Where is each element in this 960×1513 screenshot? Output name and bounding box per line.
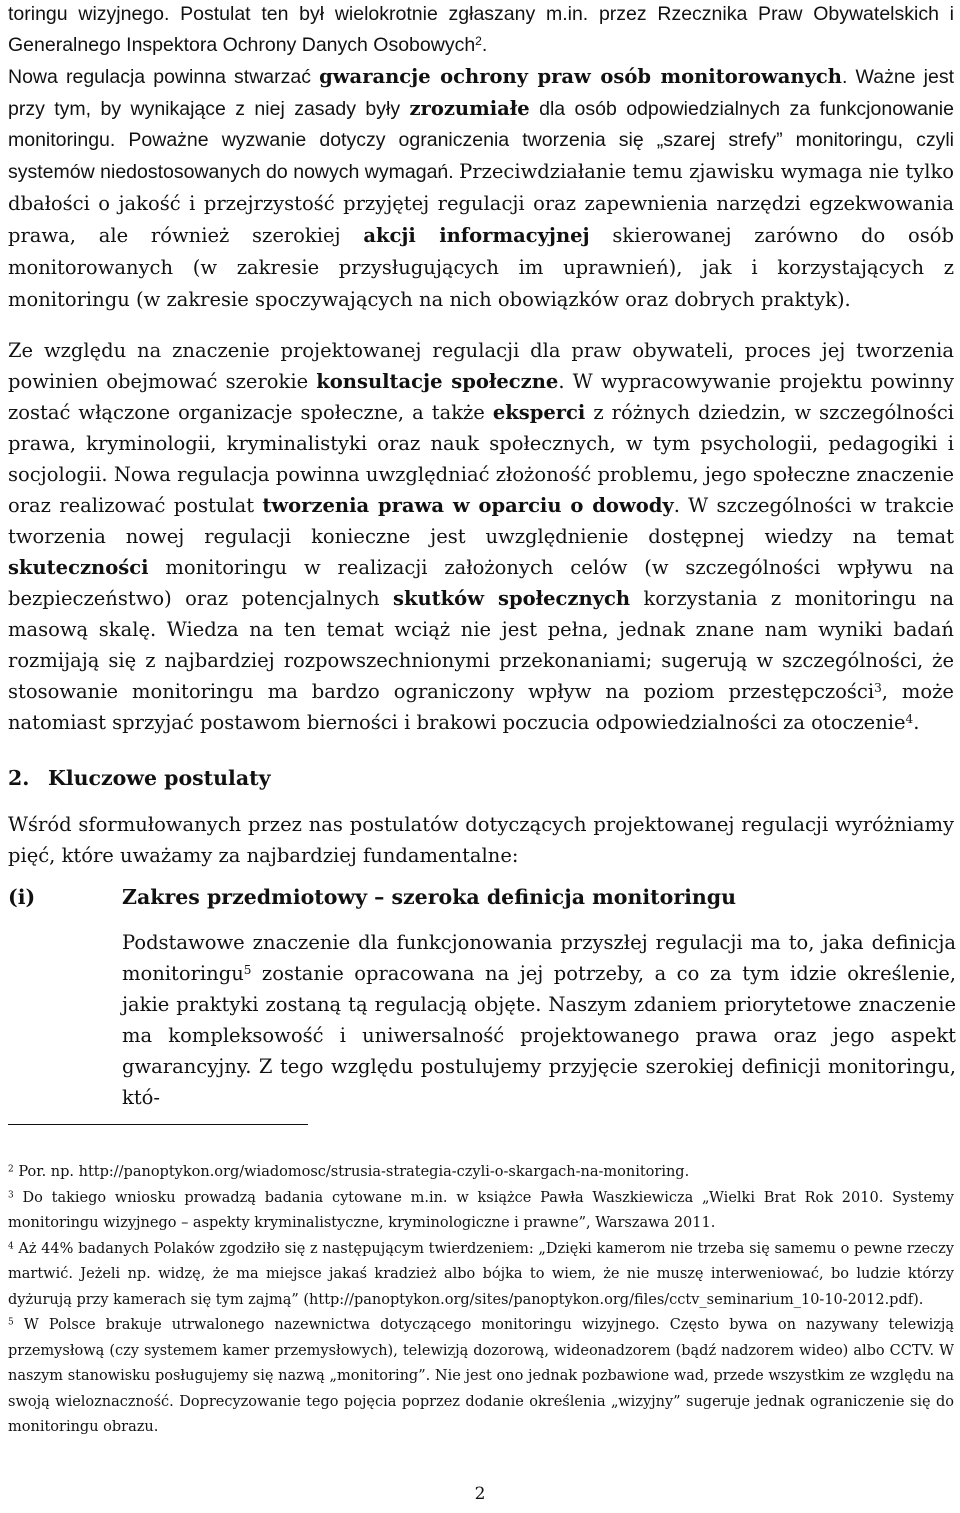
footnote-5 [8,1313,954,1441]
footnote-number: 4 [8,1241,14,1252]
footnote-4 [8,1237,954,1314]
page-number: 2 [474,1484,486,1504]
subsection-title: Zakres przedmiotowy – szeroka definicja monitoringu [122,885,737,909]
footnote-text: Por. np. http://panoptykon.org/wiadomosc/strusia-strategia-czyli-o-skargach-na-monitoring. [13,1164,690,1180]
text-span: . W szczególności w trakcie tworzenia nowej regulacji konieczne jest uwzględnienie dostępnej wiedzy na temat [8,494,954,548]
text-span: dla osób odpowiedzialnych za funkcjonowanie monitoringu. Poważne wyzwanie dotyczy ograniczenia tworzenia się „szarej strefy” monitoringu, czyli systemów niedostosowanych do nowych wymagań. [8,98,954,183]
emphasis-consultations: konsultacje społeczne [316,370,559,393]
subsection-number: (i) [8,885,36,909]
footnote-ref-2[interactable]: 2 [475,33,482,48]
footnote-text: Aż 44% badanych Polaków zgodziło się z następującym twierdzeniem: „Dzięki kamerom nie trzeba się samemu o pewne rzeczy martwić. Jeżeli np. widzę, że ma miejsce jakaś kradzież albo bójka to wiem, że nie muszę interweniować, bo ludzie którzy dyżurują przy kamerach się tym zajmą” (http://panoptykon.org/sites/panoptykon.org/files/cctv_seminarium_10-10-2012.pdf). [8,1240,954,1308]
emphasis-guarantees: gwarancje ochrony praw osób monitorowanych [319,65,842,88]
text-span: skierowanej zarówno do osób monitorowanych (w zakresie przysługujących im uprawnień), jak i korzystających z monitoringu (w zakresie spoczywających na nich obowiązków oraz dobrych praktyk). [8,224,954,311]
footnotes [8,1160,954,1441]
text-span: korzystania z monitoringu na masową skalę. Wiedza na ten temat wciąż nie jest pełna, jednak znane nam wyniki badań rozmijają się z najbardziej rozpowszechnionymi przekonaniami; sugerują w szczególności, że stosowanie monitoringu ma bardzo ograniczony wpływ na poziom przestępczości [8,587,954,703]
emphasis-understandable: zrozumiałe [409,97,530,120]
section-intro: Wśród sformułowanych przez nas postulatów dotyczących projektowanej regulacji wyróżniamy pięć, które uważamy za najbardziej fundamentalne: [8,813,954,867]
subsection-body [122,927,956,1113]
text-span: zostanie opracowana na jej potrzeby, a co za tym idzie określenie, jakie praktyki zostaną tą regulacją objęte. Naszym zdaniem priorytetowe znaczenie ma kompleksowość i uniwersalność projektowanego prawa oraz jego aspekt gwarancyjny. Z tego względu postulujemy przyjęcie szerokiej definicji monitoringu, któ- [122,962,956,1109]
emphasis-effectiveness: skuteczności [8,556,149,579]
footnote-3 [8,1186,954,1237]
text-span: z różnych dziedzin, w szczególności prawa, kryminologii, kryminalistyki oraz nauk społecznych, w tym psychologii, pedagogiki i socjologii. Nowa regulacja powinna uwzględniać złożoność problemu, jego społeczne znaczenie oraz realizować postulat [8,401,954,517]
paragraph-intro [8,0,954,316]
footnote-2 [8,1160,954,1186]
text-span: . W wypracowywanie projektu powinny zostać włączone organizacje społeczne, a także [8,370,954,424]
footnote-text: W Polsce brakuje utrwalonego nazewnictwa dotyczącego monitoringu wizyjnego. Często bywa on nazywany telewizją przemysłową (czy systemem kamer przemysłowych), telewizją dozorową, wideonadzorem (bądź nadzorem wideo) albo CCTV. W naszym stanowisku posługujemy się nazwą „monitoring”. Nie jest ono jednak pozbawione wad, przede wszystkim ze względu na swoją wieloznaczność. Doprecyzowanie tego pojęcia poprzez dodanie określenia „wizyjny” sugeruje jednak ograniczenie się do monitoringu obrazu. [8,1317,954,1435]
paragraph-consultations [8,335,954,738]
text-span: Przeciwdziałanie temu zjawisku wymaga nie tylko dbałości o jakość i przejrzystość przyjętej regulacji oraz zapewnienia narzędzi egzekwowania prawa, ale również szerokiej [8,160,955,247]
section-number: 2. [8,766,30,790]
text-span: Podstawowe znaczenie dla funkcjonowania przyszłej regulacji ma to, jaka definicja monitoringu [122,931,956,985]
emphasis-evidence: tworzenia prawa w oparciu o dowody [262,494,674,517]
text-span: monitoringu w realizacji założonych celów (w szczególności wpływu na bezpieczeństwo) oraz potencjalnych [8,556,954,610]
emphasis-social-effects: skutków społecznych [393,587,631,610]
footnote-number: 5 [8,1317,14,1328]
text-span: , może natomiast sprzyjać postawom bierności i brakowi poczucia odpowiedzialności za otoczenie [8,680,954,734]
emphasis-experts: eksperci [492,401,586,424]
footnote-ref-4[interactable]: 4 [905,711,914,726]
text-span: Ze względu na znaczenie projektowanej regulacji dla praw obywateli, proces jej tworzenia powinien obejmować szerokie [8,339,954,393]
emphasis-information-action: akcji informacyjnej [363,224,590,247]
footnote-separator [8,1124,308,1125]
footnote-text: Do takiego wniosku prowadzą badania cytowane m.in. w książce Pawła Waszkiewicza „Wielki Brat Rok 2010. Systemy monitoringu wizyjnego – aspekty kryminalistyczne, kryminologiczne i prawne”, Warszawa 2011. [8,1189,954,1231]
section-heading [8,763,271,794]
text-span: . [481,34,488,56]
section-title: Kluczowe postulaty [48,766,271,790]
subsection-heading [8,882,736,913]
footnote-ref-5[interactable]: 5 [243,962,252,977]
text-span: Nowa regulacja powinna stwarzać [8,66,320,88]
text-span: toringu wizyjnego. Postulat ten był wielokrotnie zgłaszany m.in. przez Rzecznika Praw Obywatelskich i Generalnego Inspektora Ochrony Danych Osobowych [8,3,954,56]
text-span: . Ważne jest przy tym, by wynikające z niej zasady były [8,66,954,120]
footnote-ref-3[interactable]: 3 [874,680,882,695]
footnote-number: 3 [8,1190,14,1201]
footnote-number: 2 [8,1164,14,1175]
text-span: . [913,711,920,734]
